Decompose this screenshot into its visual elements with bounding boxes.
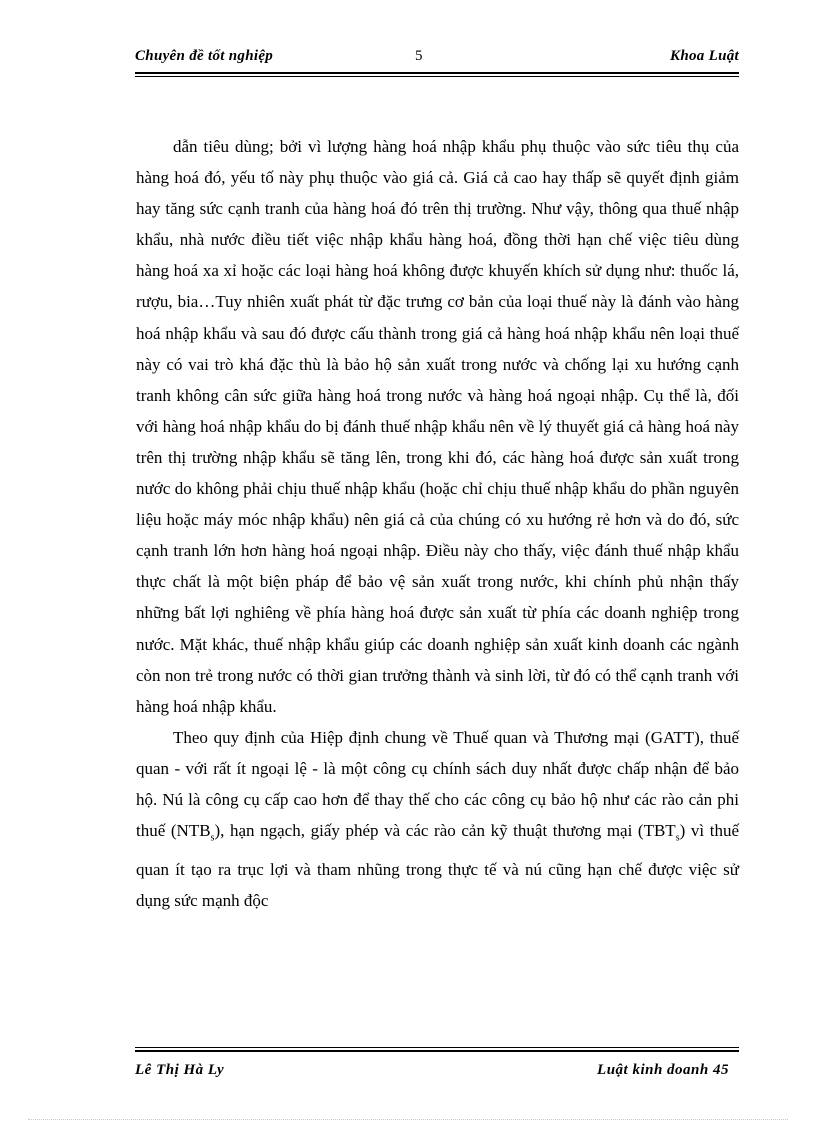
paragraph-1 xyxy=(136,131,739,722)
page-edge-divider xyxy=(28,1119,788,1120)
paragraph-1-text: dẫn tiêu dùng; bởi vì lượng hàng hoá nhập khẩu phụ thuộc vào sức tiêu thụ của hàng hoá đó, yếu tố này phụ thuộc vào giá cả. Giá cả cao hay thấp sẽ quyết định giảm hay tăng sức cạnh tranh của hàng hoá đó trên thị trường. Như vậy, thông qua thuế nhập khẩu, nhà nước điều tiết việc nhập khẩu hàng hoá, đồng thời hạn chế việc tiêu dùng hàng hoá xa xỉ hoặc các loại hàng hoá không được khuyến khích sử dụng như: thuốc lá, rượu, bia…Tuy nhiên xuất phát từ đặc trưng cơ bản của loại thuế này là đánh vào hàng hoá nhập khẩu và sau đó được cấu thành trong giá cả hàng hoá nhập khẩu nên loại thuế này có vai trò khá đặc thù là bảo hộ sản xuất trong nước và chống lại xu hướng cạnh tranh không cân sức giữa hàng hoá trong nước và hàng hoá ngoại nhập. Cụ thể là, đối với hàng hoá nhập khẩu do bị đánh thuế nhập khẩu nên về lý thuyết giá cả hàng hoá này trên thị trường nhập khẩu sẽ tăng lên, trong khi đó, các hàng hoá được sản xuất trong nước do không phải chịu thuế nhập khẩu (hoặc chỉ chịu thuế nhập khẩu do phần nguyên liệu hoặc máy móc nhập khẩu) nên giá cả của chúng có xu hướng rẻ hơn và do đó, sức cạnh tranh lớn hơn hàng hoá ngoại nhập. Điều này cho thấy, việc đánh thuế nhập khẩu thực chất là một biện pháp để bảo vệ sản xuất trong nước, khi chính phủ nhận thấy những bất lợi nghiêng về phía hàng hoá được sản xuất từ phía các doanh nghiệp trong nước. Mặt khác, thuế nhập khẩu giúp các doanh nghiệp sản xuất kinh doanh các ngành còn non trẻ trong nước có thời gian trưởng thành và sinh lời, từ đó có thể cạnh tranh với hàng hoá nhập khẩu. xyxy=(136,137,739,716)
paragraph-2-text-a: Theo quy định của Hiệp định chung về Thuế quan và Thương mại (GATT), thuế quan - với rất ít ngoại lệ - là một công cụ chính sách duy nhất được chấp nhận để bảo hộ. Nú là công cụ cấp cao hơn để thay thế cho các công cụ bảo hộ như các rào cản phi thuế (NTB xyxy=(136,727,739,841)
footer-class: Luật kinh doanh 45 xyxy=(597,1062,729,1078)
subscript-tbt: s xyxy=(675,832,680,844)
footer-author: Lê Thị Hà Ly xyxy=(135,1062,225,1078)
header-department: Khoa Luật xyxy=(670,48,739,64)
header-title: Chuyên đề tốt nghiệp xyxy=(135,48,274,64)
header-rule xyxy=(135,76,739,77)
body-text xyxy=(136,131,739,916)
subscript-ntb: s xyxy=(210,832,215,844)
paragraph-2 xyxy=(136,722,739,916)
paragraph-2-text-c: ) vì thuế quan ít tạo ra trục lợi và tham nhũng trong thực tế và nú cũng hạn chế được việc sử dụng sức mạnh độc xyxy=(136,821,739,910)
page-footer xyxy=(135,1050,739,1082)
paragraph-2-text-b: ), hạn ngạch, giấy phép và các rào cản kỹ thuật thương mại (TBT xyxy=(214,821,676,841)
page-number: 5 xyxy=(415,48,423,64)
footer-rule xyxy=(135,1047,739,1048)
page-header xyxy=(135,46,739,74)
